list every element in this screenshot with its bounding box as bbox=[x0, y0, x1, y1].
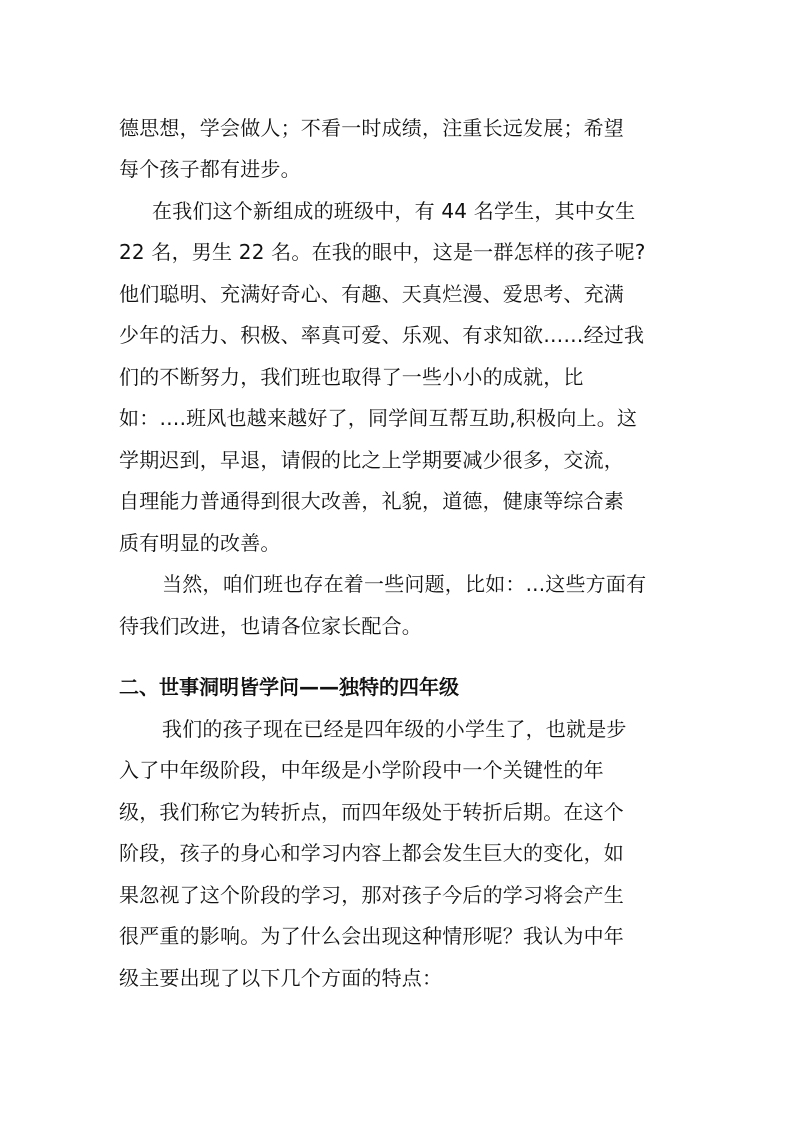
section-heading: 二、世事洞明皆学问——独特的四年级 bbox=[119, 675, 459, 699]
text-line: 果忽视了这个阶段的学习，那对孩子今后的学习将会产生 bbox=[119, 883, 624, 907]
text-line: 德思想，学会做人；不看一时成绩，注重长远发展；希望 bbox=[119, 116, 624, 140]
text-line: 我们的孩子现在已经是四年级的小学生了，也就是步 bbox=[162, 717, 627, 741]
text-line: 如：….班风也越来越好了，同学间互帮互助,积极向上。这 bbox=[119, 406, 638, 430]
text-line: 自理能力普通得到很大改善，礼貌，道德，健康等综合素 bbox=[119, 489, 624, 513]
text-line: 在我们这个新组成的班级中，有 44 名学生，其中女生 bbox=[152, 199, 636, 223]
text-line: 少年的活力、积极、率真可爱、乐观、有求知欲……经过我 bbox=[119, 323, 645, 347]
text-line: 级主要出现了以下几个方面的特点： bbox=[119, 966, 443, 990]
text-line: 学期迟到，早退，请假的比之上学期要减少很多，交流， bbox=[119, 448, 624, 472]
text-line: 他们聪明、充满好奇心、有趣、天真烂漫、爱思考、充满 bbox=[119, 282, 624, 306]
text-line: 级，我们称它为转折点，而四年级处于转折后期。在这个 bbox=[119, 800, 624, 824]
text-line: 质有明显的改善。 bbox=[119, 531, 281, 555]
text-line: 待我们改进，也请各位家长配合。 bbox=[119, 614, 422, 638]
text-line: 们的不断努力，我们班也取得了一些小小的成就，比 bbox=[119, 365, 584, 389]
text-line: 22 名，男生 22 名。在我的眼中，这是一群怎样的孩子呢? bbox=[119, 240, 646, 264]
text-line: 每个孩子都有进步。 bbox=[119, 157, 301, 181]
text-line: 阶段，孩子的身心和学习内容上都会发生巨大的变化，如 bbox=[119, 841, 624, 865]
text-line: 当然，咱们班也存在着一些问题，比如：...这些方面有 bbox=[162, 572, 647, 596]
text-line: 很严重的影响。为了什么会出现这种情形呢？我认为中年 bbox=[119, 924, 624, 948]
text-line: 入了中年级阶段，中年级是小学阶段中一个关键性的年 bbox=[119, 758, 604, 782]
